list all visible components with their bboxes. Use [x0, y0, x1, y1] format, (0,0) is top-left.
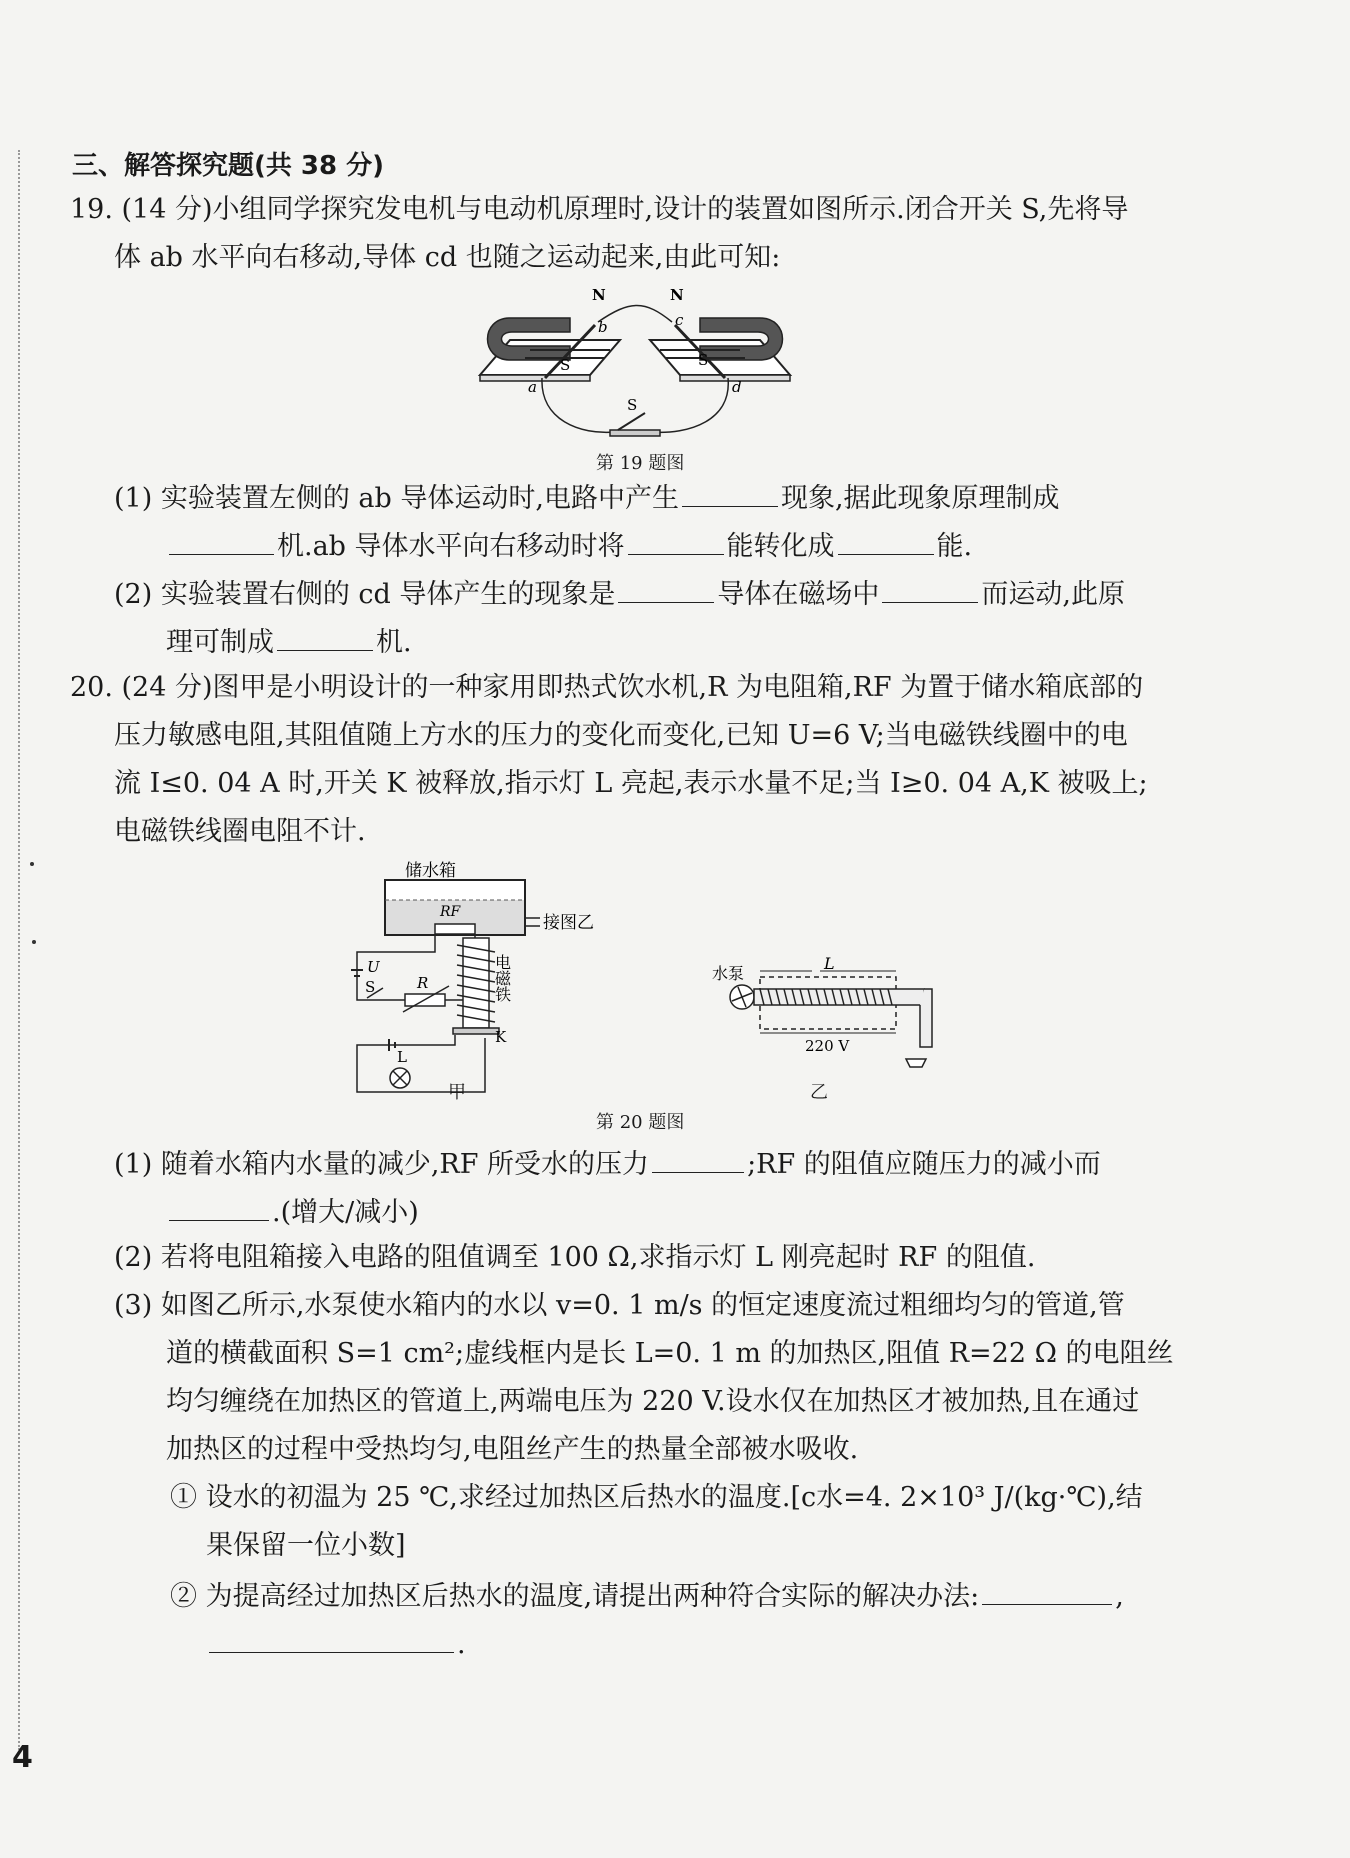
answer-blank[interactable] [618, 574, 714, 603]
q19-label-b: b [598, 318, 608, 336]
answer-blank[interactable] [628, 526, 724, 555]
q20-figure-caption: 第 20 题图 [596, 1112, 685, 1133]
q19-figure [470, 280, 800, 445]
q20-part2: (2) 若将电阻箱接入电路的阻值调至 100 Ω,求指示灯 L 刚亮起时 RF 的阻值. [114, 1242, 1036, 1273]
margin-dotted-line [18, 150, 20, 1750]
q19-label-c: c [675, 311, 684, 329]
q19-label-n-right: N [670, 286, 684, 304]
answer-blank[interactable] [882, 574, 978, 603]
q20-figure-b [700, 955, 940, 1075]
q19-figure-caption: 第 19 题图 [596, 453, 685, 474]
q19-label-s-right: S [698, 351, 709, 369]
fig-a-label-l: L [397, 1048, 407, 1066]
fig-b-label-voltage: 220 V [805, 1037, 850, 1055]
section-title: 三、解答探究题(共 38 分) [72, 151, 385, 181]
q19-label-a: a [528, 378, 537, 396]
q20-line4: 电磁铁线圈电阻不计. [114, 816, 366, 847]
answer-blank[interactable] [169, 1192, 269, 1221]
q19-label-s-left: S [560, 356, 571, 374]
fig-a-label-s: S [365, 978, 376, 996]
q20-part3-sub1-line2: 果保留一位小数] [206, 1530, 406, 1561]
q19-part1-line1: (1) 实验装置左侧的 ab 导体运动时,电路中产生 现象,据此现象原理制成 [114, 478, 1060, 517]
answer-blank[interactable] [838, 526, 934, 555]
q19-line1: 19. (14 分)小组同学探究发电机与电动机原理时,设计的装置如图所示.闭合开关 S,先将导 [70, 194, 1129, 225]
q20-part3-sub2-line1: ② 为提高经过加热区后热水的温度,请提出两种符合实际的解决办法: , [170, 1576, 1124, 1615]
answer-blank[interactable] [209, 1624, 454, 1653]
fig-b-name: 乙 [810, 1082, 828, 1103]
q20-part1-line2: .(增大/减小) [166, 1192, 419, 1231]
fig-a-label-r: R [417, 974, 429, 992]
q19-label-switch: S [627, 396, 638, 414]
fig-b-label-pump: 水泵 [712, 964, 745, 983]
fig-a-label-connect: 接图乙 [543, 913, 594, 933]
answer-blank[interactable] [982, 1576, 1112, 1605]
q19-label-n-left: N [592, 286, 606, 304]
q20-part3-line4: 加热区的过程中受热均匀,电阻丝产生的热量全部被水吸收. [166, 1434, 859, 1465]
fig-a-name: 甲 [448, 1082, 466, 1103]
q20-line1: 20. (24 分)图甲是小明设计的一种家用即热式饮水机,R 为电阻箱,RF 为置于储水箱底部的 [70, 672, 1144, 703]
fig-a-label-u: U [367, 958, 380, 976]
q19-part1-line2: 机.ab 导体水平向右移动时将 能转化成 能. [166, 526, 972, 565]
fig-a-label-magnet: 电磁铁 [492, 954, 512, 1002]
q20-line3: 流 I≤0. 04 A 时,开关 K 被释放,指示灯 L 亮起,表示水量不足;当 I≥0. 04 A,K 被吸上; [114, 768, 1148, 799]
fig-a-label-k: K [495, 1028, 507, 1046]
page-number: 4 [12, 1740, 33, 1775]
answer-blank[interactable] [169, 526, 274, 555]
q20-line2: 压力敏感电阻,其阻值随上方水的压力的变化而变化,已知 U=6 V;当电磁铁线圈中的电 [114, 720, 1128, 751]
q20-part3-line1: (3) 如图乙所示,水泵使水箱内的水以 v=0. 1 m/s 的恒定速度流过粗细均匀的管道,管 [114, 1290, 1125, 1321]
fig-a-label-tank: 储水箱 [405, 861, 456, 881]
q20-part3-sub2-line2: . [206, 1624, 466, 1663]
q19-label-d: d [732, 378, 742, 396]
answer-blank[interactable] [652, 1144, 744, 1173]
q20-part3-line3: 均匀缠绕在加热区的管道上,两端电压为 220 V.设水仅在加热区才被加热,且在通过 [166, 1386, 1140, 1417]
scan-dot [32, 940, 36, 944]
q19-line2: 体 ab 水平向右移动,导体 cd 也随之运动起来,由此可知: [114, 242, 781, 273]
q20-part1-line1: (1) 随着水箱内水量的减少,RF 所受水的压力 ;RF 的阻值应随压力的减小而 [114, 1144, 1101, 1183]
scan-dot [30, 862, 34, 866]
answer-blank[interactable] [682, 478, 778, 507]
q19-part2-line1: (2) 实验装置右侧的 cd 导体产生的现象是 导体在磁场中 而运动,此原 [114, 574, 1125, 613]
q19-part2-line2: 理可制成 机. [166, 622, 412, 661]
q20-part3-sub1-line1: ① 设水的初温为 25 ℃,求经过加热区后热水的温度.[c水=4. 2×10³ J/(kg·℃),结 [170, 1482, 1143, 1513]
q20-figure-a [345, 860, 594, 1105]
fig-a-label-rf: RF [440, 904, 461, 920]
q20-part3-line2: 道的横截面积 S=1 cm²;虚线框内是长 L=0. 1 m 的加热区,阻值 R=22 Ω 的电阻丝 [166, 1338, 1174, 1369]
fig-b-label-l: L [824, 954, 835, 973]
answer-blank[interactable] [277, 622, 373, 651]
